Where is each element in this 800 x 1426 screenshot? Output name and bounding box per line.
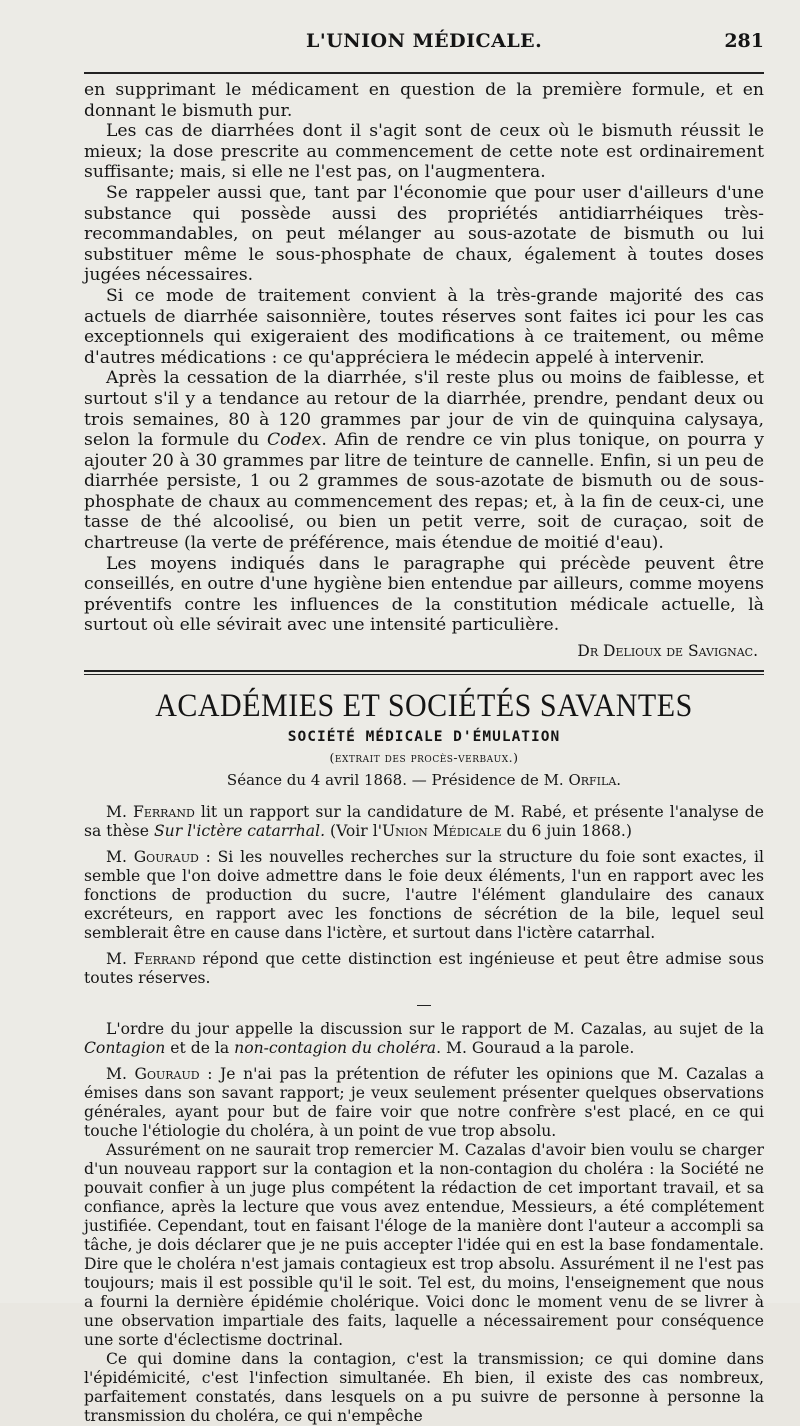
minutes-paragraph [84,1065,764,1141]
text-run: du 6 juin 1868.) [501,822,632,841]
minutes-paragraph [84,848,764,943]
running-header [84,30,764,66]
text-run: et de la [165,1039,235,1058]
speaker-name: M. Ferrand [106,803,195,822]
text-run: . Afin de rendre ce vin plus tonique, on pourra y ajouter 20 à 30 grammes par litre de teinture de cannelle. Enfin, si un peu de diarrhée persiste, 1 ou 2 grammes de sous-azotate de bismuth ou de sous-phosphate de chaux au commencement des repas; et, à la fin de ceux-ci, une tasse de thé alcoolisé, ou bien un petit verre, soit de curaçao, soit de chartreuse (la verte de préférence, mais étendue de moitié d'eau). [84,430,764,554]
section-rule [84,670,764,675]
president-name: Orfila [568,771,617,790]
text-run: lit un rapport sur la candidature de M. Rabé, et présente l'analyse de sa thèse [84,803,765,841]
minutes-paragraph [84,1020,764,1058]
article-paragraph: Si ce mode de traitement convient à la très-grande majorité des cas actuels de diarrhée saisonnière, toutes réserves sont faites ici pour les cas exceptionnels qui exigeraient des modifications à ce traitement, ou même d'autres médications : ce qu'appréciera le médecin appelé à intervenir. [84,285,764,368]
text-run: Après la cessation de la diarrhée, s'il reste plus ou moins de faiblesse, et surtout s'il y a tendance au retour de la diarrhée, prendre, pendant deux ou trois semaines, 80 à 120 grammes par jour de vin de quinquina calysaya, selon la formule du [84,368,764,451]
text-run: (Voir l' [325,822,382,841]
text-run: répond que cette distinction est ingénieuse et peut être admise sous toutes réserves. [84,950,764,988]
article-paragraph: en supprimant le médicament en question de la première formule, et en donnant le bismuth pur. [84,80,764,121]
minutes-paragraph: Assurément on ne saurait trop remercier M. Cazalas d'avoir bien voulu se charger d'un nouveau rapport sur la contagion et la non-contagion du choléra : la Société ne pouvait confier à un juge plus compétent la rédaction de cet important travail, et sa confiance, après la lecture que vous avez entendue, Messieurs, a été complétement justifiée. Cependant, tout en faisant l'éloge de la manière dont l'auteur a accompli sa tâche, je dois déclarer que je ne puis accepter l'idée qui en est la base fondamentale. Dire que le choléra n'est jamais contagieux est trop absolu. Assurément il ne l'est pas toujours; mais il est possible qu'il le soit. Tel est, du moins, l'enseignement que nous a fourni la dernière épidémie cholérique. Voici donc le moment venu de se livrer à une observation impartiale des faits, laquelle a nécessairement pour conséquence une sorte d'éclectisme doctrinal. [84,1141,764,1350]
speaker-name: M. Gouraud [106,1065,200,1084]
section-title: ACADÉMIES ET SOCIÉTÉS SAVANTES [155,687,693,724]
extract-note: (extrait des procès-verbaux.) [329,750,519,766]
article-paragraph [84,368,764,553]
article-body [84,80,764,636]
text-run: L'ordre du jour appelle la discussion sur le rapport de M. Cazalas, au sujet de la [106,1020,764,1039]
text-run: : Je n'ai pas la prétention de réfuter les opinions que M. Cazalas a émises dans son savant rapport; je veux seulement présenter quelques observations générales, ayant pour but de faire voir que notre confrère s'est placé, en ce qui touche l'étiologie du choléra, à un point de vue trop absolu. [84,1065,764,1141]
society-name: SOCIÉTÉ MÉDICALE D'ÉMULATION [287,729,561,746]
author-signature: Dr Delioux de Savignac. [577,642,758,661]
italic-term: non-contagion du choléra [234,1039,437,1058]
speaker-name: M. Gouraud [106,848,199,867]
article-paragraph: Les cas de diarrhées dont il s'agit sont de ceux où le bismuth réussit le mieux; la dose prescrite au commencement de cette note est ordinairement suffisante; mais, si elle ne l'est pas, on l'augmentera. [84,121,764,183]
minutes-paragraph [84,803,764,841]
minutes-paragraph [84,950,764,988]
minutes-body [84,803,764,1426]
codex-italic: Codex [267,430,322,451]
separator-dash [84,995,764,1014]
header-rule [84,72,764,74]
text-run: . [616,771,622,790]
text-run: Séance du 4 avril 1868. — Présidence de M. [226,771,569,790]
seance-line [84,771,764,789]
text-run: : Si les nouvelles recherches sur la structure du foie sont exactes, il semble que l'on doive admettre dans le foie deux éléments, l'un en rapport avec les fonctions de production du sucre, l'autre l'élément glandulaire des canaux excréteurs, en rapport avec les fonctions de sécrétion de la bile, lequel seul semblerait être en cause dans l'ictère, et surtout dans l'ictère catarrhal. [84,848,764,943]
thesis-title: Sur l'ictère catarrhal. [153,822,326,841]
article-paragraph: Les moyens indiqués dans le paragraphe qui précède peuvent être conseillés, en outre d'une hygiène bien entendue par ailleurs, comme moyens préventifs contre les influences de la constitution médicale actuelle, là surtout où elle sévirait avec une intensité particulière. [84,553,764,636]
speaker-name: M. Ferrand [106,950,196,969]
running-title: L'UNION MÉDICALE. [306,30,543,52]
text-run: . M. Gouraud a la parole. [436,1039,635,1058]
page-number: 281 [724,30,764,52]
journal-name: Union Médicale [381,822,502,841]
article-paragraph: Se rappeler aussi que, tant par l'économie que pour user d'ailleurs d'une substance qui possède aussi des propriétés antidiarrhéiques très-recommandables, on peut mélanger au sous-azotate de bismuth ou lui substituer même le sous-phosphate de chaux, également à toutes doses jugées nécessaires. [84,182,764,286]
minutes-paragraph: Ce qui domine dans la contagion, c'est la transmission; ce qui domine dans l'épidémicité, c'est l'infection simultanée. Eh bien, il existe des cas nombreux, parfaitement constatés, dans lesquels on a pu suivre de personne à personne la transmission du choléra, ce qui n'empêche [84,1350,764,1426]
italic-term: Contagion [84,1039,166,1058]
